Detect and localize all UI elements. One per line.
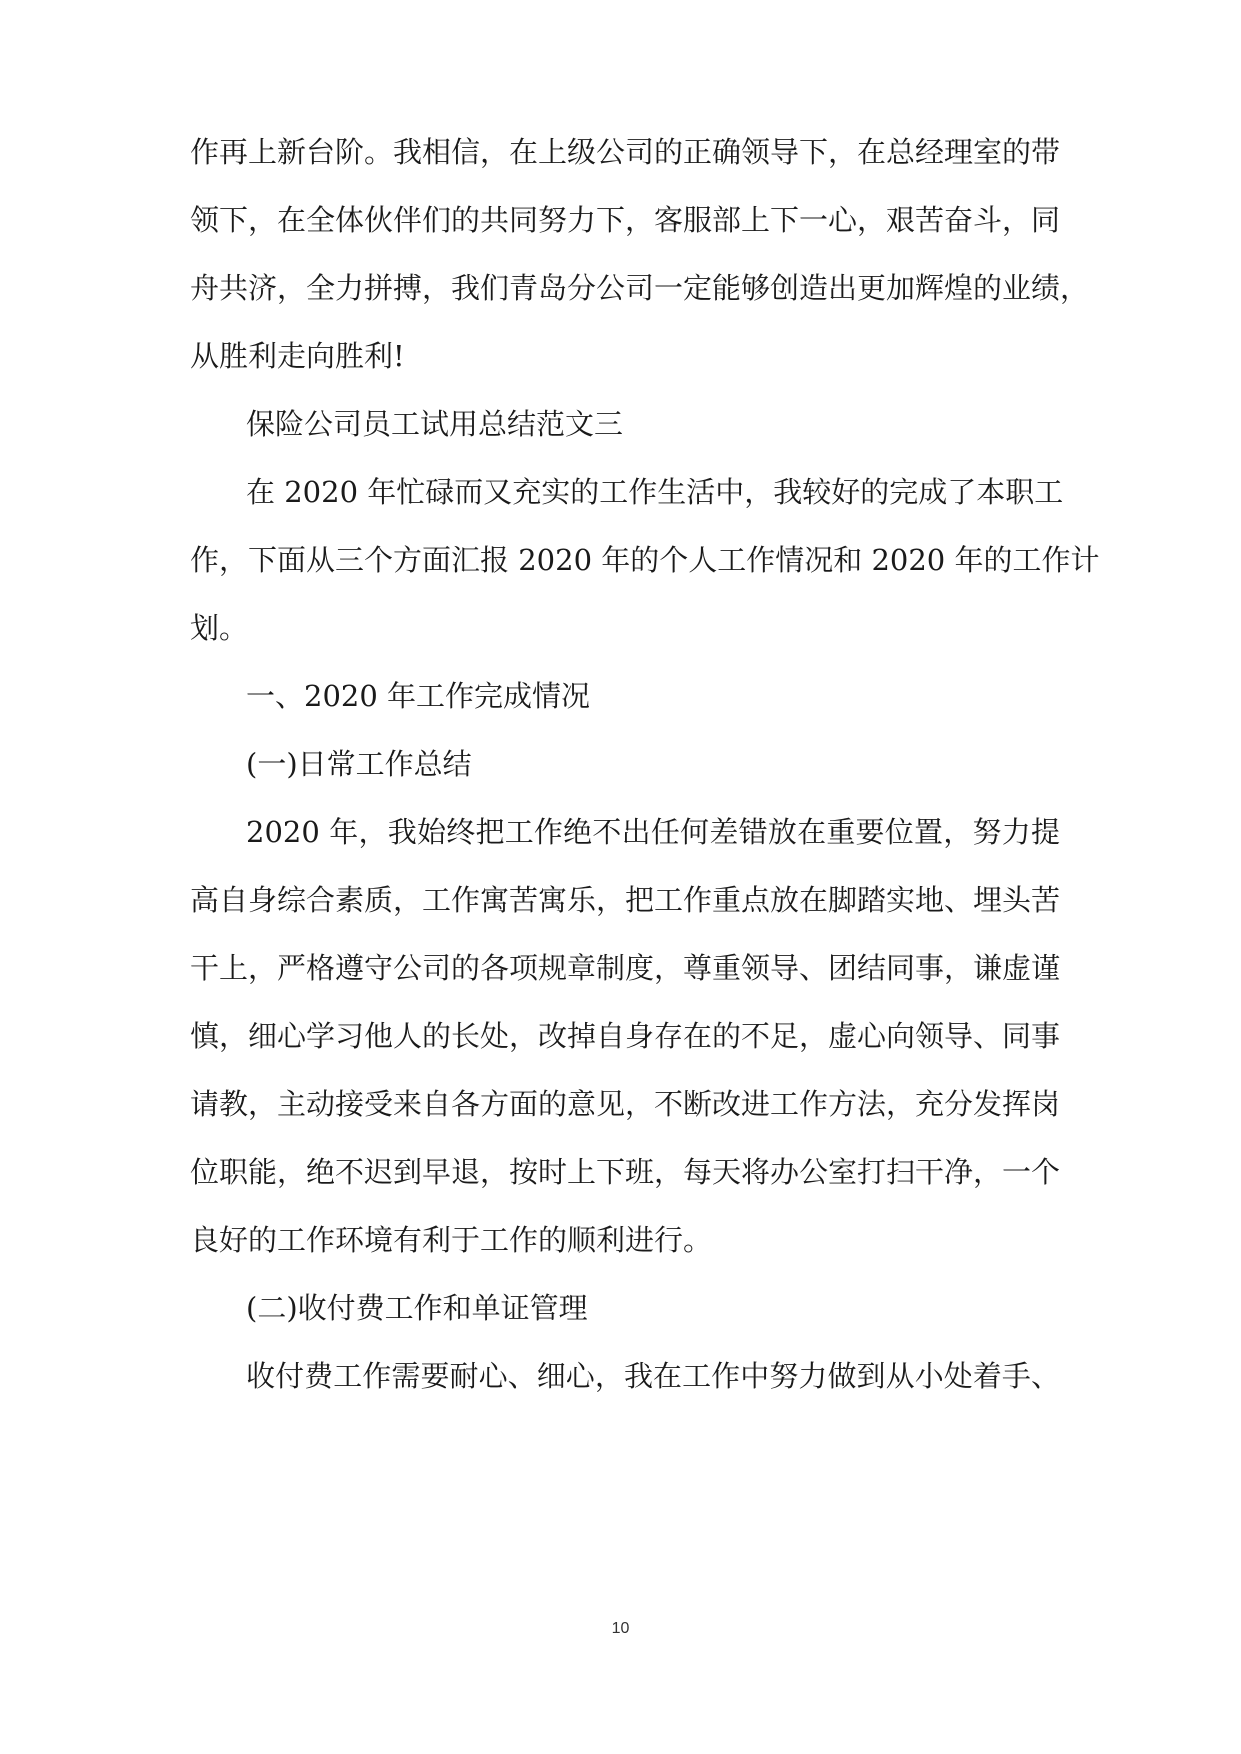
- text-line-14: 慎，细心学习他人的长处，改掉自身存在的不足，虚心向领导、同事: [190, 1019, 1061, 1053]
- text-line-11: 2020 年，我始终把工作绝不出任何差错放在重要位置，努力提: [246, 815, 1060, 849]
- text-line-16: 位职能，绝不迟到早退，按时上下班，每天将办公室打扫干净，一个: [190, 1155, 1061, 1189]
- text-line-15: 请教，主动接受来自各方面的意见，不断改进工作方法，充分发挥岗: [190, 1087, 1061, 1121]
- text-line-12: 高自身综合素质，工作寓苦寓乐，把工作重点放在脚踏实地、埋头苦: [190, 883, 1061, 917]
- subheading-1-1: (一)日常工作总结: [246, 747, 472, 781]
- subheading-1-2: (二)收付费工作和单证管理: [246, 1291, 588, 1325]
- subheading-1: 一、2020 年工作完成情况: [246, 679, 591, 713]
- text-line-17: 良好的工作环境有利于工作的顺利进行。: [190, 1223, 713, 1257]
- text-line-4: 从胜利走向胜利!: [190, 339, 405, 373]
- text-line-1: 作再上新台阶。我相信，在上级公司的正确领导下，在总经理室的带: [190, 135, 1061, 169]
- text-line-13: 干上，严格遵守公司的各项规章制度，尊重领导、团结同事，谦虚谨: [190, 951, 1061, 985]
- section-heading: 保险公司员工试用总结范文三: [246, 407, 624, 441]
- text-line-7: 作，下面从三个方面汇报 2020 年的个人工作情况和 2020 年的工作计: [190, 543, 1100, 577]
- text-line-2: 领下，在全体伙伴们的共同努力下，客服部上下一心，艰苦奋斗，同: [190, 203, 1061, 237]
- page-number: 10: [611, 1620, 630, 1637]
- text-line-6: 在 2020 年忙碌而又充实的工作生活中，我较好的完成了本职工: [246, 475, 1064, 509]
- text-line-3: 舟共济，全力拼搏，我们青岛分公司一定能够创造出更加辉煌的业绩，: [190, 271, 1090, 305]
- text-line-19: 收付费工作需要耐心、细心，我在工作中努力做到从小处着手、: [246, 1359, 1060, 1393]
- text-line-8: 划。: [190, 611, 249, 645]
